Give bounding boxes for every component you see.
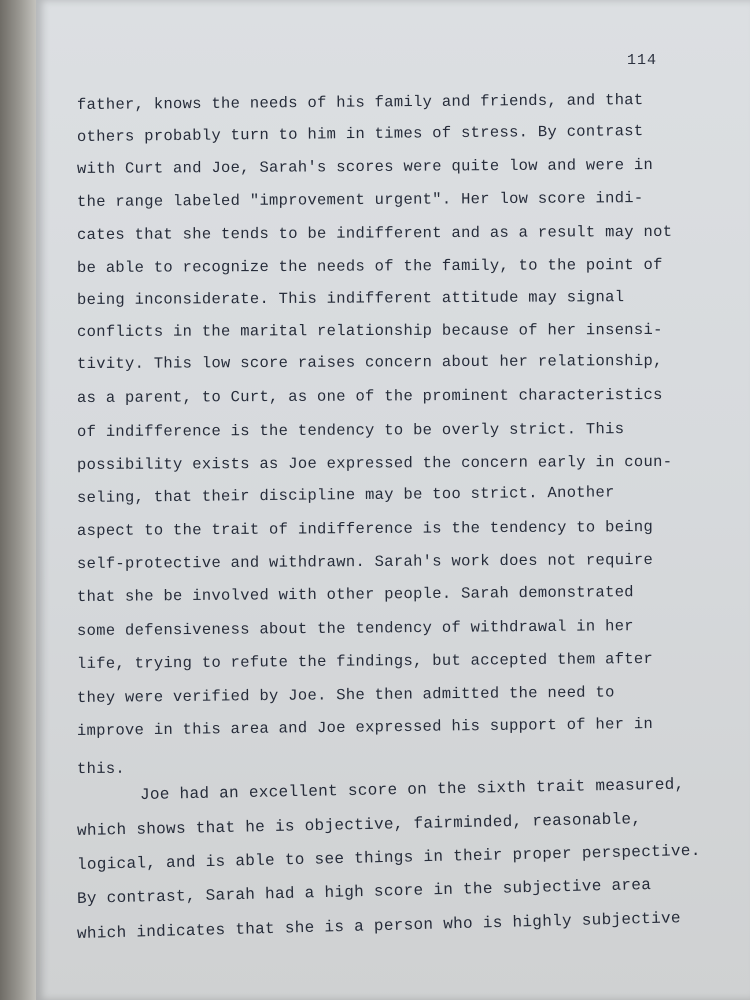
text-line-12: possibility exists as Joe expressed the concern early in coun- — [76, 452, 673, 474]
document-page — [36, 0, 750, 1000]
text-line-20: improve in this area and Joe expressed his support of her in — [76, 714, 654, 740]
text-line-6: be able to recognize the needs of the family, to the point of — [76, 255, 663, 277]
text-line-19: they were verified by Joe. She then admitted the need to — [76, 683, 615, 707]
binding-edge — [0, 0, 36, 1000]
text-line-7: being inconsiderate. This indifferent attitude may signal — [76, 288, 625, 309]
text-line-5: cates that she tends to be indifferent and as a result may not — [76, 222, 673, 244]
text-line-21: this. — [76, 759, 126, 778]
text-line-13: seling, that their discipline may be too strict. Another — [76, 483, 615, 507]
text-line-11: of indifference is the tendency to be overly strict. This — [76, 420, 625, 441]
text-line-3: with Curt and Joe, Sarah's scores were quite low and were in — [76, 155, 654, 178]
page-number: 114 — [627, 52, 658, 69]
text-line-25: By contrast, Sarah had a high score in the subjective area — [76, 875, 652, 908]
text-line-9: tivity. This low score raises concern about her relationship, — [76, 351, 663, 373]
text-line-23: which shows that he is objective, fairminded, reasonable, — [76, 810, 642, 840]
text-line-2: others probably turn to him in times of stress. By contrast — [76, 122, 644, 146]
text-line-8: conflicts in the marital relationship because of her insensi- — [76, 320, 663, 341]
text-line-14: aspect to the trait of indifference is the tendency to being — [76, 517, 654, 540]
text-line-17: some defensiveness about the tendency of withdrawal in her — [76, 617, 634, 640]
text-line-1: father, knows the needs of his family and friends, and that — [76, 91, 644, 114]
text-line-4: the range labeled "improvement urgent". Her low score indi- — [76, 189, 644, 211]
text-line-10: as a parent, to Curt, as one of the prominent characteristics — [76, 385, 663, 407]
text-line-18: life, trying to refute the findings, but accepted them after — [76, 649, 654, 673]
text-line-24: logical, and is able to see things in their proper perspective. — [76, 841, 701, 874]
text-line-22: Joe had an excellent score on the sixth trait measured, — [139, 775, 685, 804]
text-line-26: which indicates that she is a person who is highly subjective — [76, 909, 682, 943]
text-line-16: that she be involved with other people. Sarah demonstrated — [76, 583, 634, 606]
text-line-15: self-protective and withdrawn. Sarah's work does not require — [76, 550, 654, 573]
